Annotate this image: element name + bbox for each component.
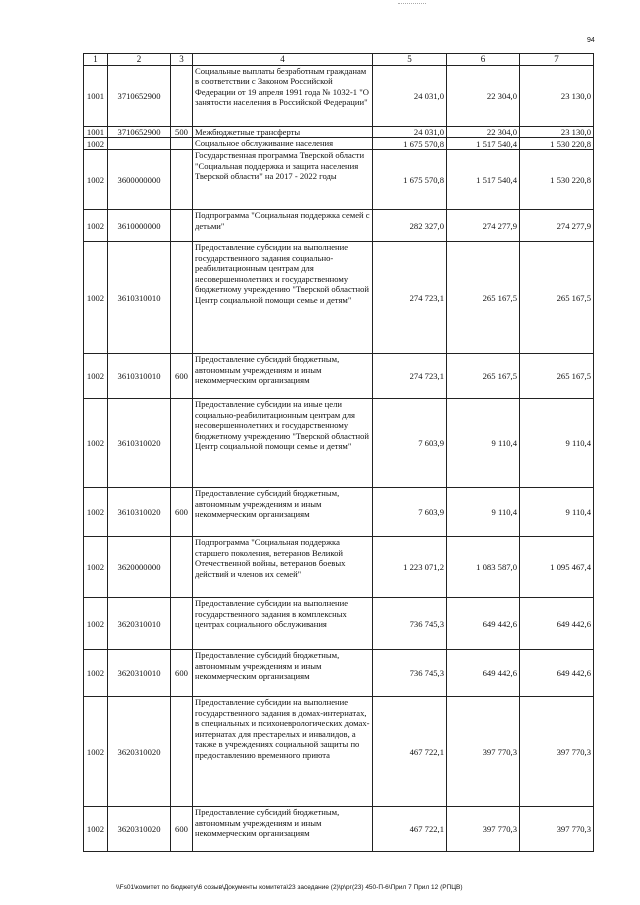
expense-type-code [171,537,193,598]
section-code: 1002 [84,807,108,852]
amount-col6: 1 517 540,4 [447,138,520,150]
table-row [84,242,594,354]
amount-col6: 9 110,4 [447,488,520,537]
amount-col6: 22 304,0 [447,127,520,138]
expense-type-code [171,399,193,488]
expense-type-code [171,598,193,650]
expense-type-code [171,66,193,127]
amount-col6: 9 110,4 [447,399,520,488]
amount-col7: 9 110,4 [520,399,594,488]
column-header: 3 [171,54,193,66]
amount-col6: 22 304,0 [447,66,520,127]
expense-type-code [171,697,193,807]
table-row [84,650,594,697]
amount-col5: 274 723,1 [373,354,447,399]
item-name: Предоставление субсидий бюджетным, автономным учреждениям и иным некоммерческим организациям [193,650,373,697]
amount-col7: 265 167,5 [520,242,594,354]
target-code: 3620310010 [108,598,171,650]
expense-type-code: 600 [171,807,193,852]
item-name: Социальные выплаты безработным гражданам в соответствии с Законом Российской Федерации от 19 апреля 1991 года № 1032-1 "О занятости населения в Российской Федерации" [193,66,373,127]
section-code: 1001 [84,127,108,138]
target-code: 3600000000 [108,150,171,210]
section-code: 1002 [84,598,108,650]
amount-col5: 24 031,0 [373,66,447,127]
item-name: Предоставление субсидии на выполнение государственного задания социально-реабилитационным центрам для несовершеннолетних и государственному бюджетному учреждению "Тверской областной Центр социальной помощи семье и детям" [193,242,373,354]
amount-col6: 397 770,3 [447,697,520,807]
scan-mark [398,3,426,4]
item-name: Социальное обслуживание населения [193,138,373,150]
section-code: 1002 [84,537,108,598]
amount-col7: 9 110,4 [520,488,594,537]
item-name: Предоставление субсидии на выполнение государственного задания в домах-интернатах, в специальных и психоневрологических домах-интернатах для престарелых и инвалидов, а также в учреждениях социальной защиты по предоставлению временного приюта [193,697,373,807]
amount-col7: 1 530 220,8 [520,150,594,210]
expense-type-code [171,150,193,210]
amount-col7: 1 530 220,8 [520,138,594,150]
item-name: Предоставление субсидий бюджетным, автономным учреждениям и иным некоммерческим организациям [193,807,373,852]
amount-col6: 649 442,6 [447,598,520,650]
target-code: 3620000000 [108,537,171,598]
amount-col5: 274 723,1 [373,242,447,354]
amount-col6: 265 167,5 [447,242,520,354]
item-name: Подпрограмма "Социальная поддержка старшего поколения, ветеранов Великой Отечественной войны, ветеранов боевых действий и членов их семей" [193,537,373,598]
amount-col6: 274 277,9 [447,210,520,242]
amount-col5: 736 745,3 [373,598,447,650]
page-number: 94 [587,37,595,44]
amount-col6: 265 167,5 [447,354,520,399]
target-code: 3610310020 [108,399,171,488]
amount-col6: 397 770,3 [447,807,520,852]
section-code: 1002 [84,488,108,537]
amount-col6: 1 083 587,0 [447,537,520,598]
section-code: 1002 [84,138,108,150]
amount-col5: 467 722,1 [373,807,447,852]
section-code: 1002 [84,697,108,807]
section-code: 1002 [84,399,108,488]
amount-col5: 1 675 570,8 [373,138,447,150]
amount-col5: 282 327,0 [373,210,447,242]
amount-col5: 7 603,9 [373,488,447,537]
column-header: 4 [193,54,373,66]
column-header: 6 [447,54,520,66]
expense-type-code [171,242,193,354]
table-row [84,354,594,399]
amount-col7: 649 442,6 [520,650,594,697]
file-path-footer: \\Fs01\комитет по бюджету\6 созыв\Документы комитета\23 заседание (2)\р\рг(23) 450-П-6\Прил 7 Прил 12 (РПЦВ) [116,884,463,891]
column-header: 5 [373,54,447,66]
table-row [84,537,594,598]
expense-type-code [171,210,193,242]
target-code: 3610310020 [108,488,171,537]
item-name: Межбюджетные трансферты [193,127,373,138]
amount-col5: 736 745,3 [373,650,447,697]
expense-type-code: 500 [171,127,193,138]
table-row [84,697,594,807]
amount-col5: 467 722,1 [373,697,447,807]
amount-col7: 265 167,5 [520,354,594,399]
amount-col5: 1 223 071,2 [373,537,447,598]
table-row [84,150,594,210]
amount-col7: 274 277,9 [520,210,594,242]
expense-type-code: 600 [171,650,193,697]
section-code: 1001 [84,66,108,127]
table-row [84,127,594,138]
target-code: 3710652900 [108,66,171,127]
target-code: 3610310010 [108,354,171,399]
amount-col7: 397 770,3 [520,807,594,852]
expense-type-code: 600 [171,488,193,537]
target-code: 3620310010 [108,650,171,697]
item-name: Государственная программа Тверской области "Социальная поддержка и защита населения Тверской области" на 2017 - 2022 годы [193,150,373,210]
section-code: 1002 [84,150,108,210]
item-name: Подпрограмма "Социальная поддержка семей с детьми" [193,210,373,242]
section-code: 1002 [84,354,108,399]
table-row [84,598,594,650]
column-header: 2 [108,54,171,66]
amount-col7: 23 130,0 [520,127,594,138]
budget-table [83,53,594,852]
target-code: 3610310010 [108,242,171,354]
target-code: 3610000000 [108,210,171,242]
amount-col6: 649 442,6 [447,650,520,697]
expense-type-code [171,138,193,150]
target-code: 3620310020 [108,697,171,807]
amount-col5: 7 603,9 [373,399,447,488]
column-header: 7 [520,54,594,66]
table-row [84,807,594,852]
column-header: 1 [84,54,108,66]
table-row [84,399,594,488]
target-code [108,138,171,150]
amount-col7: 23 130,0 [520,66,594,127]
section-code: 1002 [84,650,108,697]
amount-col5: 1 675 570,8 [373,150,447,210]
table-row [84,138,594,150]
amount-col5: 24 031,0 [373,127,447,138]
item-name: Предоставление субсидии на иные цели социально-реабилитационным центрам для несовершеннолетних и государственному бюджетному учреждению "Тверской областной Центр социальной помощи семье и детям" [193,399,373,488]
header-row [84,54,594,66]
table-row [84,66,594,127]
table-row [84,210,594,242]
amount-col6: 1 517 540,4 [447,150,520,210]
section-code: 1002 [84,242,108,354]
target-code: 3710652900 [108,127,171,138]
item-name: Предоставление субсидий бюджетным, автономным учреждениям и иным некоммерческим организациям [193,354,373,399]
table-row [84,488,594,537]
expense-type-code: 600 [171,354,193,399]
item-name: Предоставление субсидий бюджетным, автономным учреждениям и иным некоммерческим организациям [193,488,373,537]
amount-col7: 649 442,6 [520,598,594,650]
amount-col7: 1 095 467,4 [520,537,594,598]
section-code: 1002 [84,210,108,242]
amount-col7: 397 770,3 [520,697,594,807]
item-name: Предоставление субсидии на выполнение государственного задания в комплексных центрах социального обслуживания [193,598,373,650]
target-code: 3620310020 [108,807,171,852]
